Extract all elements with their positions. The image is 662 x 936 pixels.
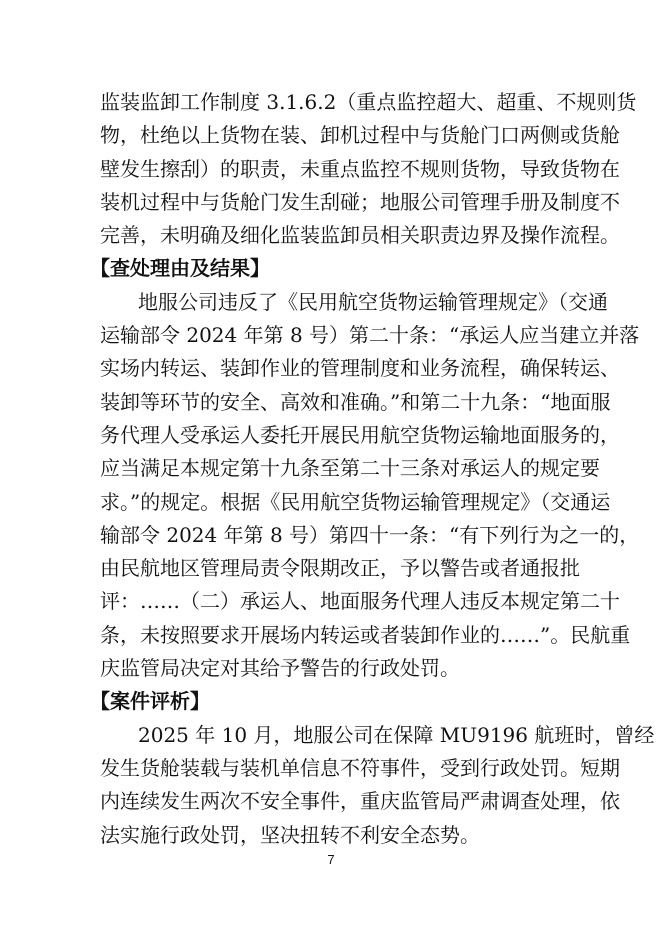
- text-line: 务代理人受承运人委托开展民用航空货物运输地面服务的，: [100, 422, 620, 447]
- text-line: 壁发生擦刮）的职责，未重点监控不规则货物，导致货物在: [100, 156, 620, 181]
- text-line: 装机过程中与货舱门发生刮碰；地服公司管理手册及制度不: [100, 189, 620, 214]
- text-line: 监装监卸工作制度 3.1.6.2（重点监控超大、超重、不规则货: [100, 90, 637, 114]
- text-line: 应当满足本规定第十九条至第二十三条对承运人的规定要: [100, 456, 600, 481]
- section-continued-text: [100, 86, 637, 252]
- text-line: 法实施行政处罚，坚决扭转不利安全态势。: [100, 822, 480, 847]
- document-body: [90, 86, 655, 852]
- section-heading-result: 【查处理由及结果】: [90, 256, 270, 281]
- text-line: 输部令 2024 年第 8 号）第四十一条：“有下列行为之一的，: [100, 522, 640, 547]
- text-line: 2025 年 10 月，地服公司在保障 MU9196 航班时，曾经: [138, 722, 655, 747]
- text-line: 求。”的规定。根据《民用航空货物运输管理规定》（交通运: [100, 489, 611, 514]
- text-line: 由民航地区管理局责令限期改正，予以警告或者通报批: [100, 556, 580, 581]
- text-line: 运输部令 2024 年第 8 号）第二十条：“承运人应当建立并落: [100, 323, 640, 348]
- text-line: 地服公司违反了《民用航空货物运输管理规定》（交通: [138, 289, 608, 314]
- text-line: 物，杜绝以上货物在装、卸机过程中与货舱门口两侧或货舱: [100, 123, 620, 148]
- text-line: 装卸等环节的安全、高效和准确。”和第二十九条：“地面服: [100, 389, 611, 414]
- section-heading-analysis: 【案件评析】: [90, 689, 210, 714]
- text-line: 完善，未明确及细化监装监卸员相关职责边界及操作流程。: [100, 223, 620, 248]
- text-line: 实场内转运、装卸作业的管理制度和业务流程，确保转运、: [100, 356, 620, 381]
- section-result-text: [100, 286, 640, 686]
- section-analysis-text: [100, 719, 655, 852]
- text-line: 发生货舱装载与装机单信息不符事件，受到行政处罚。短期: [100, 755, 620, 780]
- text-line: 内连续发生两次不安全事件，重庆监管局严肃调查处理，依: [100, 789, 620, 814]
- text-line: 评：……（二）承运人、地面服务代理人违反本规定第二十: [100, 589, 620, 614]
- text-line: 条，未按照要求开展场内转运或者装卸作业的……”。民航重: [100, 622, 631, 647]
- text-line: 庆监管局决定对其给予警告的行政处罚。: [100, 656, 460, 681]
- page-number: 7: [327, 852, 335, 867]
